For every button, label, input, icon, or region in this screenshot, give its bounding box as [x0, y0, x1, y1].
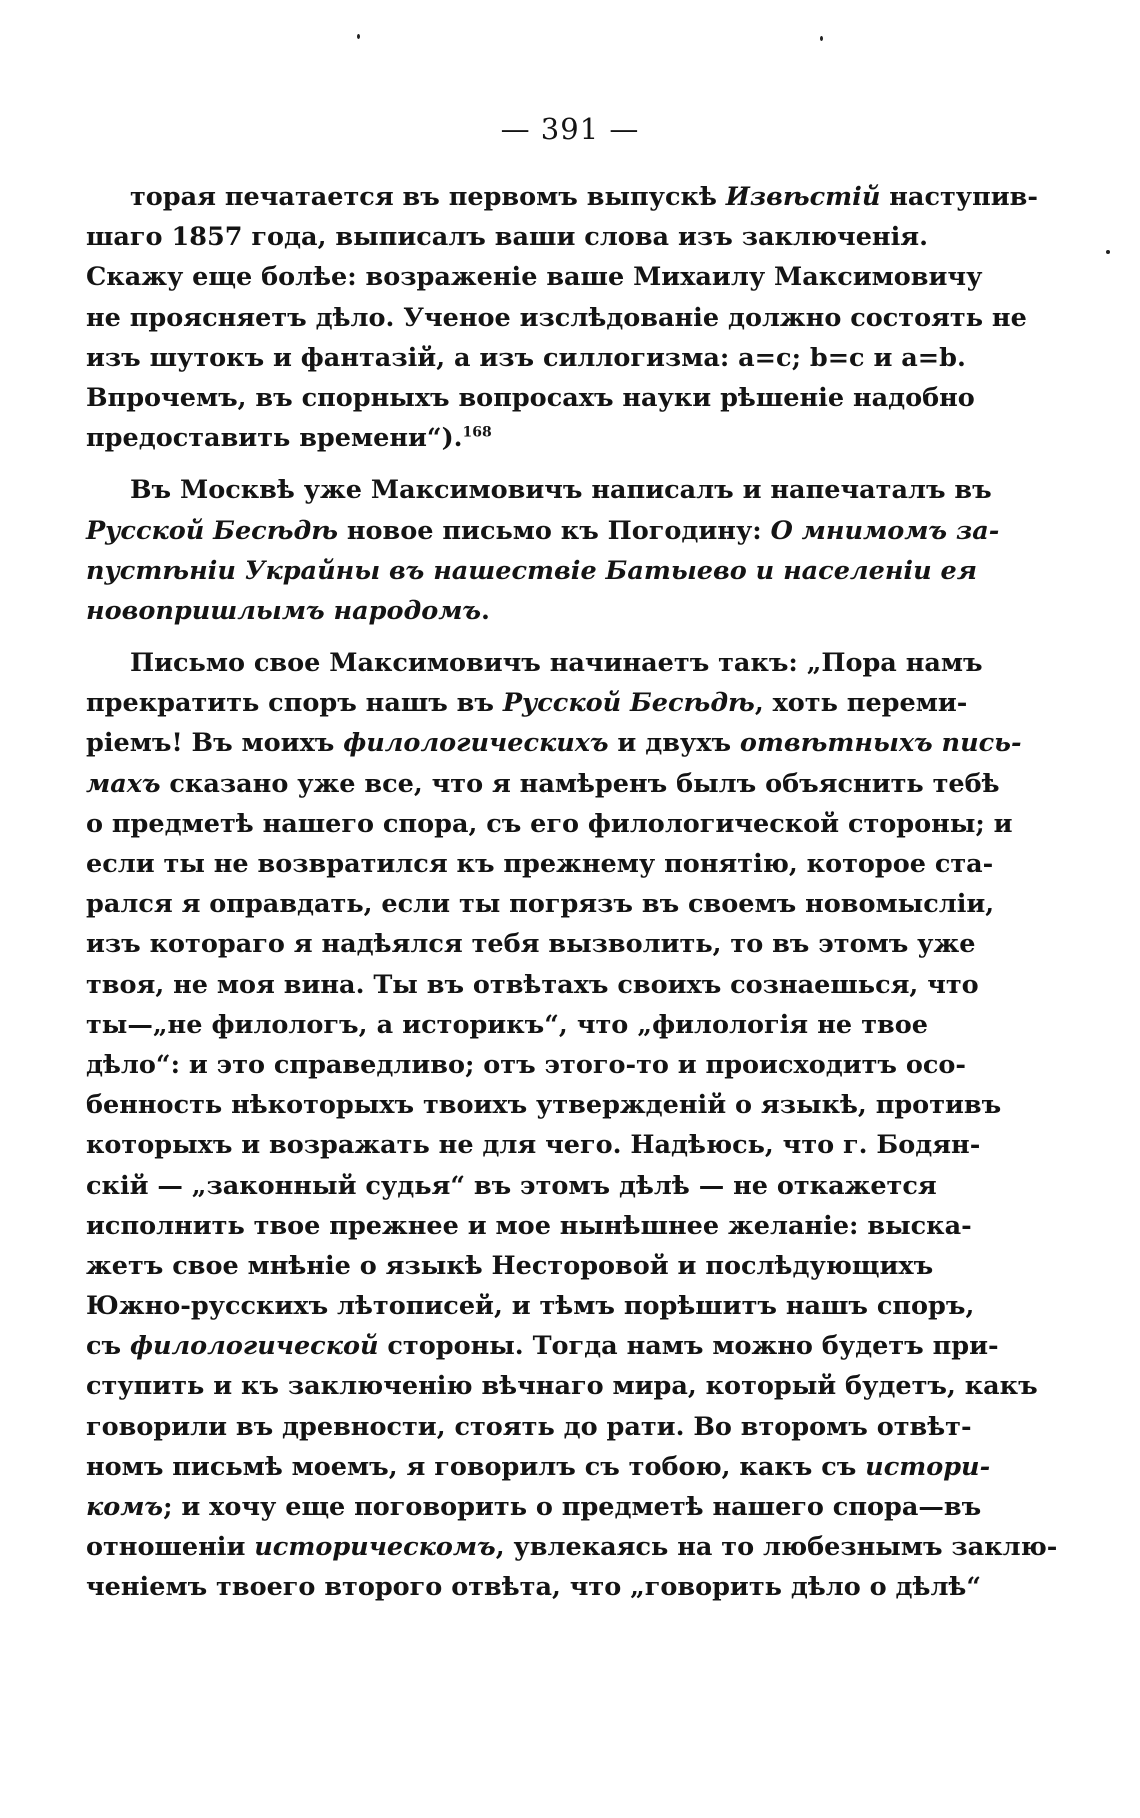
line-text: изъ шутокъ и фантазій, а изъ силлогизма: а=с; b=с и а=b.: [86, 342, 966, 373]
line-text: если ты не возвратился къ прежнему понятію, которое ста-: [86, 849, 994, 879]
line-text: съ: [86, 1331, 130, 1362]
line-text: не проясняетъ дѣло. Ученое изслѣдованіе должно состоять не: [86, 302, 1027, 333]
text-line: [86, 683, 968, 723]
text-line: [86, 1125, 981, 1165]
line-text: Въ Москвѣ уже Максимовичъ написалъ и напечаталъ въ: [130, 475, 992, 506]
text-line: [86, 1366, 1038, 1406]
line-text: новое письмо къ Погодину:: [337, 515, 771, 546]
text-line: [86, 1326, 999, 1366]
text-line: [86, 298, 1027, 338]
line-text: изъ котораго я надѣялся тебя вызволить, то въ этомъ уже: [86, 929, 976, 960]
text-line: [86, 884, 995, 924]
line-text: наступив-: [880, 182, 1038, 212]
text-line: [86, 257, 983, 297]
line-text: Южно-русскихъ лѣтописей, и тѣмъ порѣшитъ нашъ споръ,: [86, 1291, 975, 1322]
text-line: [86, 1166, 937, 1206]
line-text: номъ письмѣ моемъ, я говорилъ съ тобою, какъ съ: [86, 1451, 866, 1482]
line-text: Письмо свое Максимовичъ начинаетъ такъ: „Пора намъ: [130, 648, 983, 679]
text-line: [86, 965, 979, 1005]
line-text: ; и хочу еще поговорить о предметѣ нашего спора—въ: [163, 1492, 982, 1522]
italic-text: Извѣстій: [725, 182, 881, 212]
text-line: [86, 1085, 1002, 1125]
italic-text: О мнимомъ за-: [770, 515, 1000, 546]
line-text: ты—„не филологъ, а историкъ“, что „филологія не твое: [86, 1009, 928, 1040]
line-text: , увлекаясь на то любезнымъ заклю-: [495, 1532, 1058, 1563]
text-line: [86, 1407, 972, 1447]
text-line: [86, 643, 983, 683]
page-number: — 391 —: [500, 112, 640, 146]
line-text: стороны. Тогда намъ можно будетъ при-: [378, 1331, 999, 1362]
text-line: [86, 1567, 982, 1607]
line-text: скій — „законный судья“ въ этомъ дѣлѣ — не откажется: [86, 1170, 937, 1201]
line-text: предоставить времени“: [86, 423, 442, 454]
scan-speck: [820, 36, 823, 41]
line-text: о предметѣ нашего спора, съ его филологической стороны; и: [86, 808, 1013, 839]
text-line: [86, 177, 1038, 217]
line-text: говорили въ древности, стоять до рати. Во второмъ отвѣт-: [86, 1411, 972, 1442]
text-line: [86, 924, 976, 964]
line-text: ).: [441, 423, 463, 454]
text-line: [86, 804, 1013, 844]
text-line: [86, 378, 975, 418]
line-text: торая печатается въ первомъ выпускѣ: [130, 182, 726, 212]
text-line: [86, 1286, 975, 1326]
paragraph-gap: [86, 631, 928, 643]
text-line: [86, 1005, 928, 1045]
line-text: Впрочемъ, въ спорныхъ вопросахъ науки рѣшеніе надобно: [86, 382, 975, 413]
italic-text: отвѣтныхъ пись-: [739, 728, 1022, 759]
body-text: [86, 177, 1058, 1608]
line-text: бенность нѣкоторыхъ твоихъ утвержденій о языкѣ, противъ: [86, 1090, 1002, 1121]
text-line: [86, 217, 928, 257]
line-text: сказано уже все, что я намѣренъ былъ объяснить тебѣ: [160, 768, 1000, 799]
italic-text: истори-: [865, 1451, 991, 1482]
line-text: отношеніи: [86, 1532, 255, 1563]
line-text: ченіемъ твоего второго отвѣта, что „говорить дѣло о дѣлѣ“: [86, 1572, 982, 1603]
text-line: [86, 764, 1000, 804]
line-text: твоя, не моя вина. Ты въ отвѣтахъ своихъ сознаешься, что: [86, 969, 979, 1000]
text-line: [86, 1527, 1058, 1567]
scan-speck: [1106, 250, 1110, 254]
text-line: [86, 1487, 982, 1527]
line-text: и двухъ: [608, 728, 740, 759]
italic-text: комъ: [86, 1492, 164, 1522]
text-line: [86, 418, 928, 458]
line-text: ріемъ! Въ моихъ: [86, 728, 344, 759]
italic-text: филологической: [129, 1331, 379, 1362]
text-line: [86, 1447, 991, 1487]
line-text: жетъ свое мнѣніе о языкѣ Несторовой и послѣдующихъ: [86, 1250, 934, 1281]
text-line: [86, 844, 994, 884]
line-text: Скажу еще болѣе: возраженіе ваше Михаилу Максимовичу: [86, 262, 983, 293]
italic-text: Русской Бесѣдѣ: [502, 688, 755, 719]
line-text: прекратить споръ нашъ въ: [86, 688, 503, 719]
italic-text: филологическихъ: [343, 728, 609, 759]
text-line: [86, 551, 978, 591]
paragraph-gap: [86, 458, 928, 470]
footnote-ref: 168: [462, 424, 492, 441]
italic-text: историческомъ: [254, 1532, 496, 1563]
text-line: [86, 1045, 966, 1085]
line-text: рался я оправдать, если ты погрязъ въ своемъ новомысліи,: [86, 889, 995, 920]
line-text: которыхъ и возражать не для чего. Надѣюсь, что г. Бодян-: [86, 1130, 981, 1161]
text-line: [86, 338, 966, 378]
text-line: [86, 1246, 934, 1286]
italic-text: новопришлымъ народомъ: [86, 595, 481, 626]
italic-text: пустѣніи Украйны въ нашествіе Батыево и населеніи ея: [86, 555, 978, 586]
line-text: , хоть переми-: [754, 688, 968, 719]
line-text: дѣло“: и это справедливо; отъ этого-то и происходитъ осо-: [86, 1049, 966, 1080]
line-text: шаго 1857 года, выписалъ ваши слова изъ заключенія.: [86, 222, 928, 253]
italic-text: Русской Бесѣдѣ: [86, 515, 338, 546]
line-text: исполнить твое прежнее и мое нынѣшнее желаніе: выска-: [86, 1210, 972, 1241]
text-line: [86, 511, 1000, 551]
text-line: [86, 591, 928, 631]
text-line: [86, 723, 1022, 763]
italic-text: махъ: [86, 768, 161, 799]
text-line: [86, 470, 992, 510]
text-line: [86, 1206, 972, 1246]
line-text: ступить и къ заключенію вѣчнаго мира, который будетъ, какъ: [86, 1371, 1038, 1402]
scan-speck: [357, 34, 360, 39]
line-text: .: [481, 595, 490, 626]
